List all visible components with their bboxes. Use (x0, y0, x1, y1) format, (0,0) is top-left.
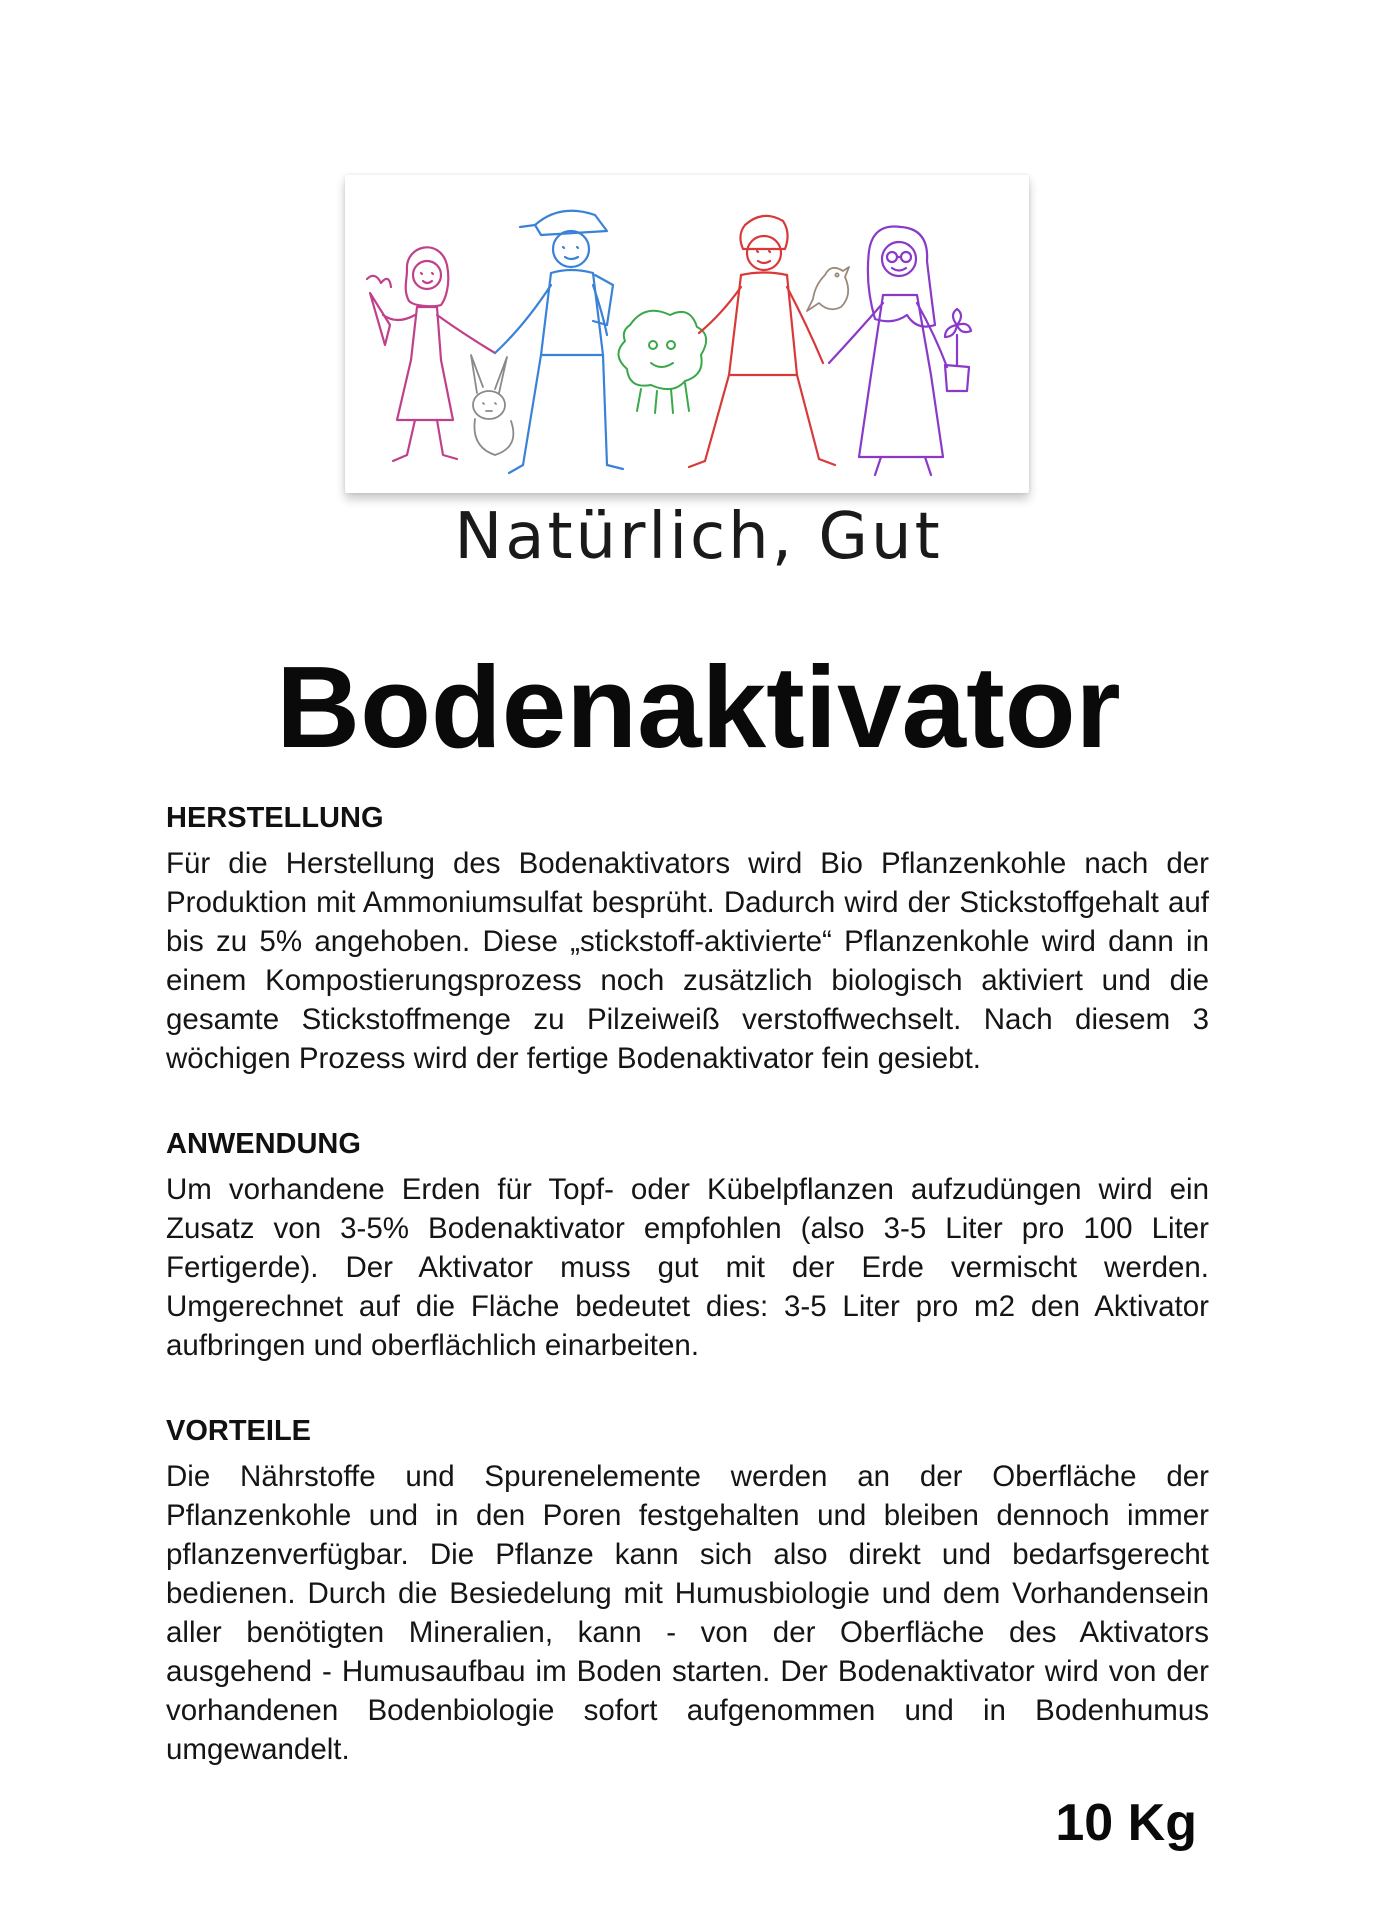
package-weight: 10 Kg (1055, 1794, 1197, 1852)
section-heading: VORTEILE (166, 1415, 312, 1447)
logo-card (345, 175, 1029, 493)
product-title: Bodenaktivator (276, 642, 1121, 772)
section-text: Für die Herstellung des Bodenaktivators wird Bio Pflanzenkohle nach der Produktion mit Ammoniumsulfat besprüht. Dadurch wird der Stickstoffgehalt auf bis zu 5% angehoben. Diese „stickstoff-aktivierte“ Pflanzenkohle wird dann in einem Kompostierungsprozess noch zusätzlich biologisch aktiviert und die gesamte Stickstoffmenge zu Pilzeiweiß verstoffwechselt. Nach diesem 3 wöchigen Prozess wird der fertige Bodenaktivator fein gesiebt. (166, 847, 1209, 1075)
pink-girl-figure (367, 247, 495, 461)
section-vorteile (166, 1413, 1209, 1769)
section-text: Um vorhandene Erden für Topf- oder Kübelpflanzen aufzudüngen wird ein Zusatz von 3-5% Bodenaktivator empfohlen (also 3-5 Liter pro 100 Liter Fertigerde). Der Aktivator muss gut mit der Erde vermischt werden. Umgerechnet auf die Fläche bedeutet dies: 3-5 Liter pro m2 den Aktivator aufbringen und oberflächlich einarbeiten. (166, 1173, 1209, 1362)
sheep-icon (618, 311, 706, 413)
section-text: Die Nährstoffe und Spurenelemente werden an der Oberfläche der Pflanzenkohle und in den Poren festgehalten und bleiben dennoch immer pflanzenverfügbar. Die Pflanze kann sich also direkt und bedarfsgerecht bedienen. Durch die Besiedelung mit Humusbiologie und dem Vorhandensein aller benötigten Mineralien, kann - von der Oberfläche des Aktivators ausgehend - Humusaufbau im Boden starten. Der Bodenaktivator wird von der vorhandenen Bodenbiologie sofort aufgenommen und in Bodenhumus umgewandelt. (166, 1460, 1209, 1766)
red-boy-figure (689, 216, 835, 467)
children-drawing-logo (345, 175, 1029, 493)
product-description (166, 800, 1209, 1817)
section-heading: HERSTELLUNG (166, 802, 384, 834)
brand-tagline: Natürlich, Gut (454, 500, 943, 574)
bird-icon (807, 267, 849, 311)
section-anwendung (166, 1126, 1209, 1365)
purple-girl-figure (829, 227, 971, 476)
rabbit-icon (471, 355, 513, 455)
section-herstellung (166, 800, 1209, 1078)
section-heading: ANWENDUNG (166, 1128, 361, 1160)
